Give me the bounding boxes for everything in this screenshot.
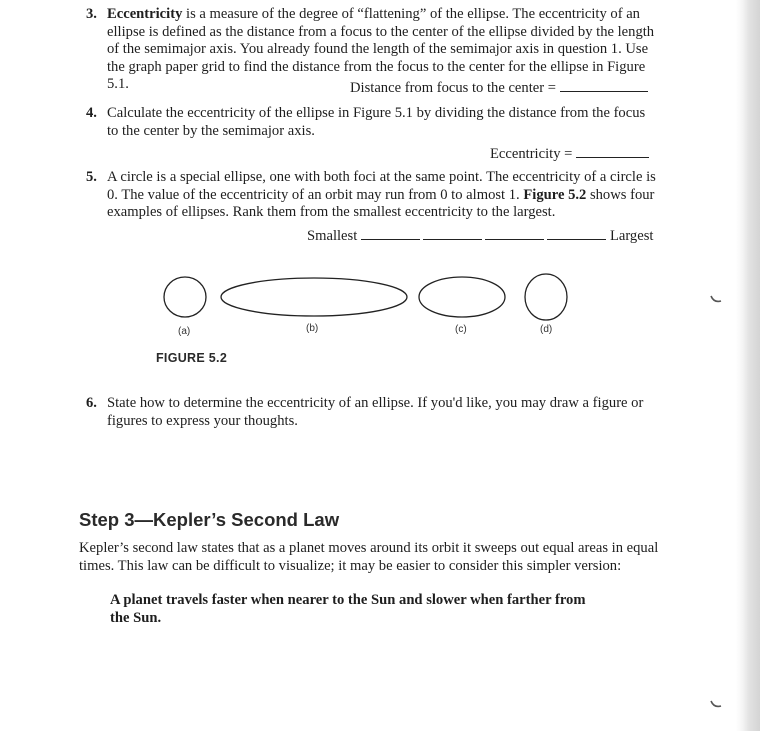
page-edge-shadow	[736, 0, 742, 731]
question-text: State how to determine the eccentricity of an ellipse. If you'd like, you may draw a figure or figures to express your thoughts.	[107, 395, 644, 429]
section-paragraph: Kepler’s second law states that as a planet moves around its orbit it sweeps out equal areas in equal times. This law can be difficult to visualize; it may be easier to consider this simpler version:	[79, 540, 659, 574]
eccentricity-answer-blank[interactable]	[576, 145, 649, 158]
smallest-label: Smallest	[307, 228, 358, 244]
figure-caption: FIGURE 5.2	[156, 351, 228, 365]
question-number: 5.	[86, 169, 97, 185]
question-6	[86, 395, 656, 430]
pencil-mark-icon	[709, 700, 723, 710]
question-text: Calculate the eccentricity of the ellipse in Figure 5.1 by dividing the distance from the focus to the center by the semimajor axis.	[107, 105, 646, 139]
rank-blank-3[interactable]	[485, 227, 544, 240]
question-text: A circle is a special ellipse, one with both foci at the same point. The eccentricity of a circle is 0. The value of the eccentricity of an orbit may run from 0 to almost 1.	[107, 169, 656, 203]
ellipse-a	[164, 277, 206, 317]
question-number: 6.	[86, 395, 97, 411]
rank-blank-1[interactable]	[361, 227, 420, 240]
figure-label-b: (b)	[306, 323, 319, 334]
page-edge	[742, 0, 760, 731]
rank-blank-2[interactable]	[423, 227, 482, 240]
eccentricity-answer-row	[490, 145, 649, 163]
distance-answer-blank[interactable]	[560, 79, 648, 92]
pencil-mark-icon	[709, 295, 723, 305]
figure-label-a: (a)	[178, 326, 191, 337]
question-number: 4.	[86, 105, 97, 121]
figure-reference: Figure 5.2	[523, 186, 587, 203]
largest-label: Largest	[609, 228, 654, 244]
question-number: 3.	[86, 6, 97, 22]
simplified-law-quote: A planet travels faster when nearer to the Sun and slower when farther from the Sun.	[110, 592, 586, 626]
term-eccentricity: Eccentricity	[107, 6, 183, 22]
ellipse-b	[221, 278, 407, 316]
figure-label-c: (c)	[455, 324, 467, 335]
section-heading: Step 3—Kepler’s Second Law	[79, 509, 340, 530]
question-5	[86, 169, 656, 222]
question-text: is a measure of the degree of “flattening” of the ellipse. The eccentricity of an ellipse is defined as the distance from a focus to the center of the ellipse divided by the length of the semimajor axis. You already found the length of the semimajor axis in question 1. Use the graph paper grid to find the distance from the focus to the center for the ellipse in Figure 5.1.	[107, 6, 655, 92]
figure-label-d: (d)	[540, 324, 553, 335]
answer-label: Eccentricity =	[490, 146, 573, 162]
ellipse-d	[525, 274, 567, 320]
ellipse-c	[419, 277, 505, 317]
question-text-after: shows four examples of ellipses. Rank them from the smallest eccentricity to the largest.	[107, 186, 655, 220]
rank-blank-4[interactable]	[547, 227, 606, 240]
distance-answer-row	[350, 79, 648, 97]
ranking-row	[307, 227, 653, 245]
question-4	[86, 105, 656, 140]
figure-5-2-ellipses	[150, 265, 590, 335]
answer-label: Distance from focus to the center =	[350, 80, 556, 96]
